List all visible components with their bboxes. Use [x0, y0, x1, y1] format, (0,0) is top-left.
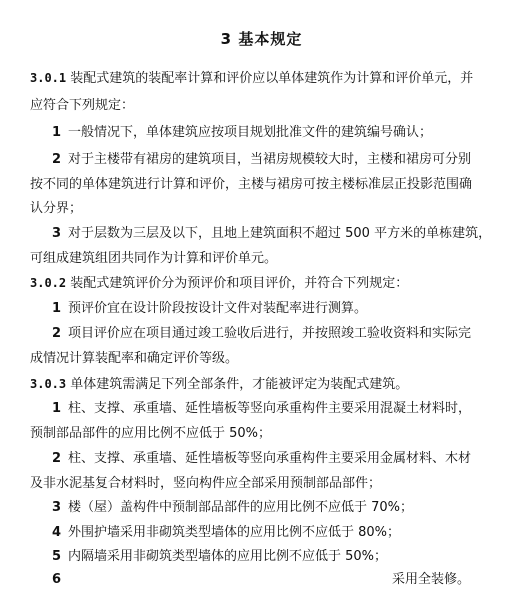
item-text: 对于主楼带有裙房的建筑项目，当裙房规模较大时，主楼和裙房可分别	[68, 152, 472, 167]
item-text: 项目评价应在项目通过竣工验收后进行，并按照竣工验收资料和实际完	[68, 326, 472, 341]
item-line	[392, 572, 470, 588]
item-text: 柱、支撑、承重墙、延性墙板等竖向承重构件主要采用混凝土材料时，	[68, 401, 472, 416]
item-number: 3	[52, 500, 62, 515]
item-text: 认分界；	[30, 201, 83, 216]
item-line	[52, 152, 471, 168]
item-line	[30, 177, 472, 193]
clause-text: 装配式建筑评价分为预评价和项目评价，并符合下列规定：	[66, 276, 409, 291]
item-line	[52, 326, 471, 342]
item-number: 5	[52, 549, 62, 564]
clause-number: 3.0.1	[30, 71, 67, 85]
item-text: 一般情况下，单体建筑应按项目规划批准文件的建筑编号确认；	[68, 125, 433, 140]
item-number: 2	[52, 152, 62, 167]
item-number: 2	[52, 451, 62, 466]
item-line	[52, 525, 400, 541]
item-text: 及非水泥基复合材料时，竖向构件应全部采用预制部品部件；	[30, 476, 382, 491]
item-text: 楼（屋）盖构件中预制部品部件的应用比例不应低于 70%；	[68, 500, 414, 515]
item-line	[52, 451, 471, 467]
item-line	[52, 549, 387, 565]
item-line	[52, 301, 367, 317]
clause-text: 装配式建筑的装配率计算和评价应以单体建筑作为计算和评价单元，并	[66, 71, 474, 86]
clause-text: 应符合下列规定：	[30, 98, 135, 113]
clause-text: 单体建筑需满足下列全部条件，才能被评定为装配式建筑。	[66, 377, 409, 392]
item-line	[30, 351, 238, 367]
clause-line	[30, 98, 134, 114]
item-text: 采用全装修。	[392, 572, 471, 587]
clause-line	[30, 275, 408, 292]
item-text: 预制部品部件的应用比例不应低于 50%；	[30, 426, 272, 441]
item-line	[52, 500, 413, 516]
item-text: 成情况计算装配率和确定评价等级。	[30, 351, 239, 366]
item-line	[30, 201, 82, 217]
item-number: 4	[52, 525, 62, 540]
item-line	[30, 251, 277, 267]
item-number: 3	[52, 226, 62, 241]
item-text: 内隔墙采用非砌筑类型墙体的应用比例不应低于 50%；	[68, 549, 388, 564]
clause-line	[30, 70, 473, 87]
item-text: 柱、支撑、承重墙、延性墙板等竖向承重构件主要采用金属材料、木材	[68, 451, 472, 466]
item-number: 1	[52, 301, 62, 316]
item-text: 对于层数为三层及以下，且地上建筑面积不超过 500 平方米的单栋建筑，	[68, 226, 492, 241]
item-text: 按不同的单体建筑进行计算和评价，主楼与裙房可按主楼标准层正投影范围确	[30, 177, 473, 192]
clause-number: 3.0.2	[30, 276, 67, 290]
item-line	[52, 125, 432, 141]
item-line	[52, 572, 68, 588]
item-line	[52, 401, 471, 417]
item-number: 6	[52, 572, 62, 587]
clause-number: 3.0.3	[30, 377, 67, 391]
item-number: 1	[52, 401, 62, 416]
item-number: 1	[52, 125, 62, 140]
item-line	[52, 226, 491, 242]
item-text: 预评价宜在设计阶段按设计文件对装配率进行测算。	[68, 301, 368, 316]
item-number: 2	[52, 326, 62, 341]
item-line	[30, 426, 271, 442]
item-line	[30, 476, 381, 492]
section-title: 3 基本规定	[220, 30, 303, 48]
clause-line	[30, 376, 408, 393]
item-text: 外围护墙采用非砌筑类型墙体的应用比例不应低于 80%；	[68, 525, 401, 540]
item-text: 可组成建筑组团共同作为计算和评价单元。	[30, 251, 278, 266]
